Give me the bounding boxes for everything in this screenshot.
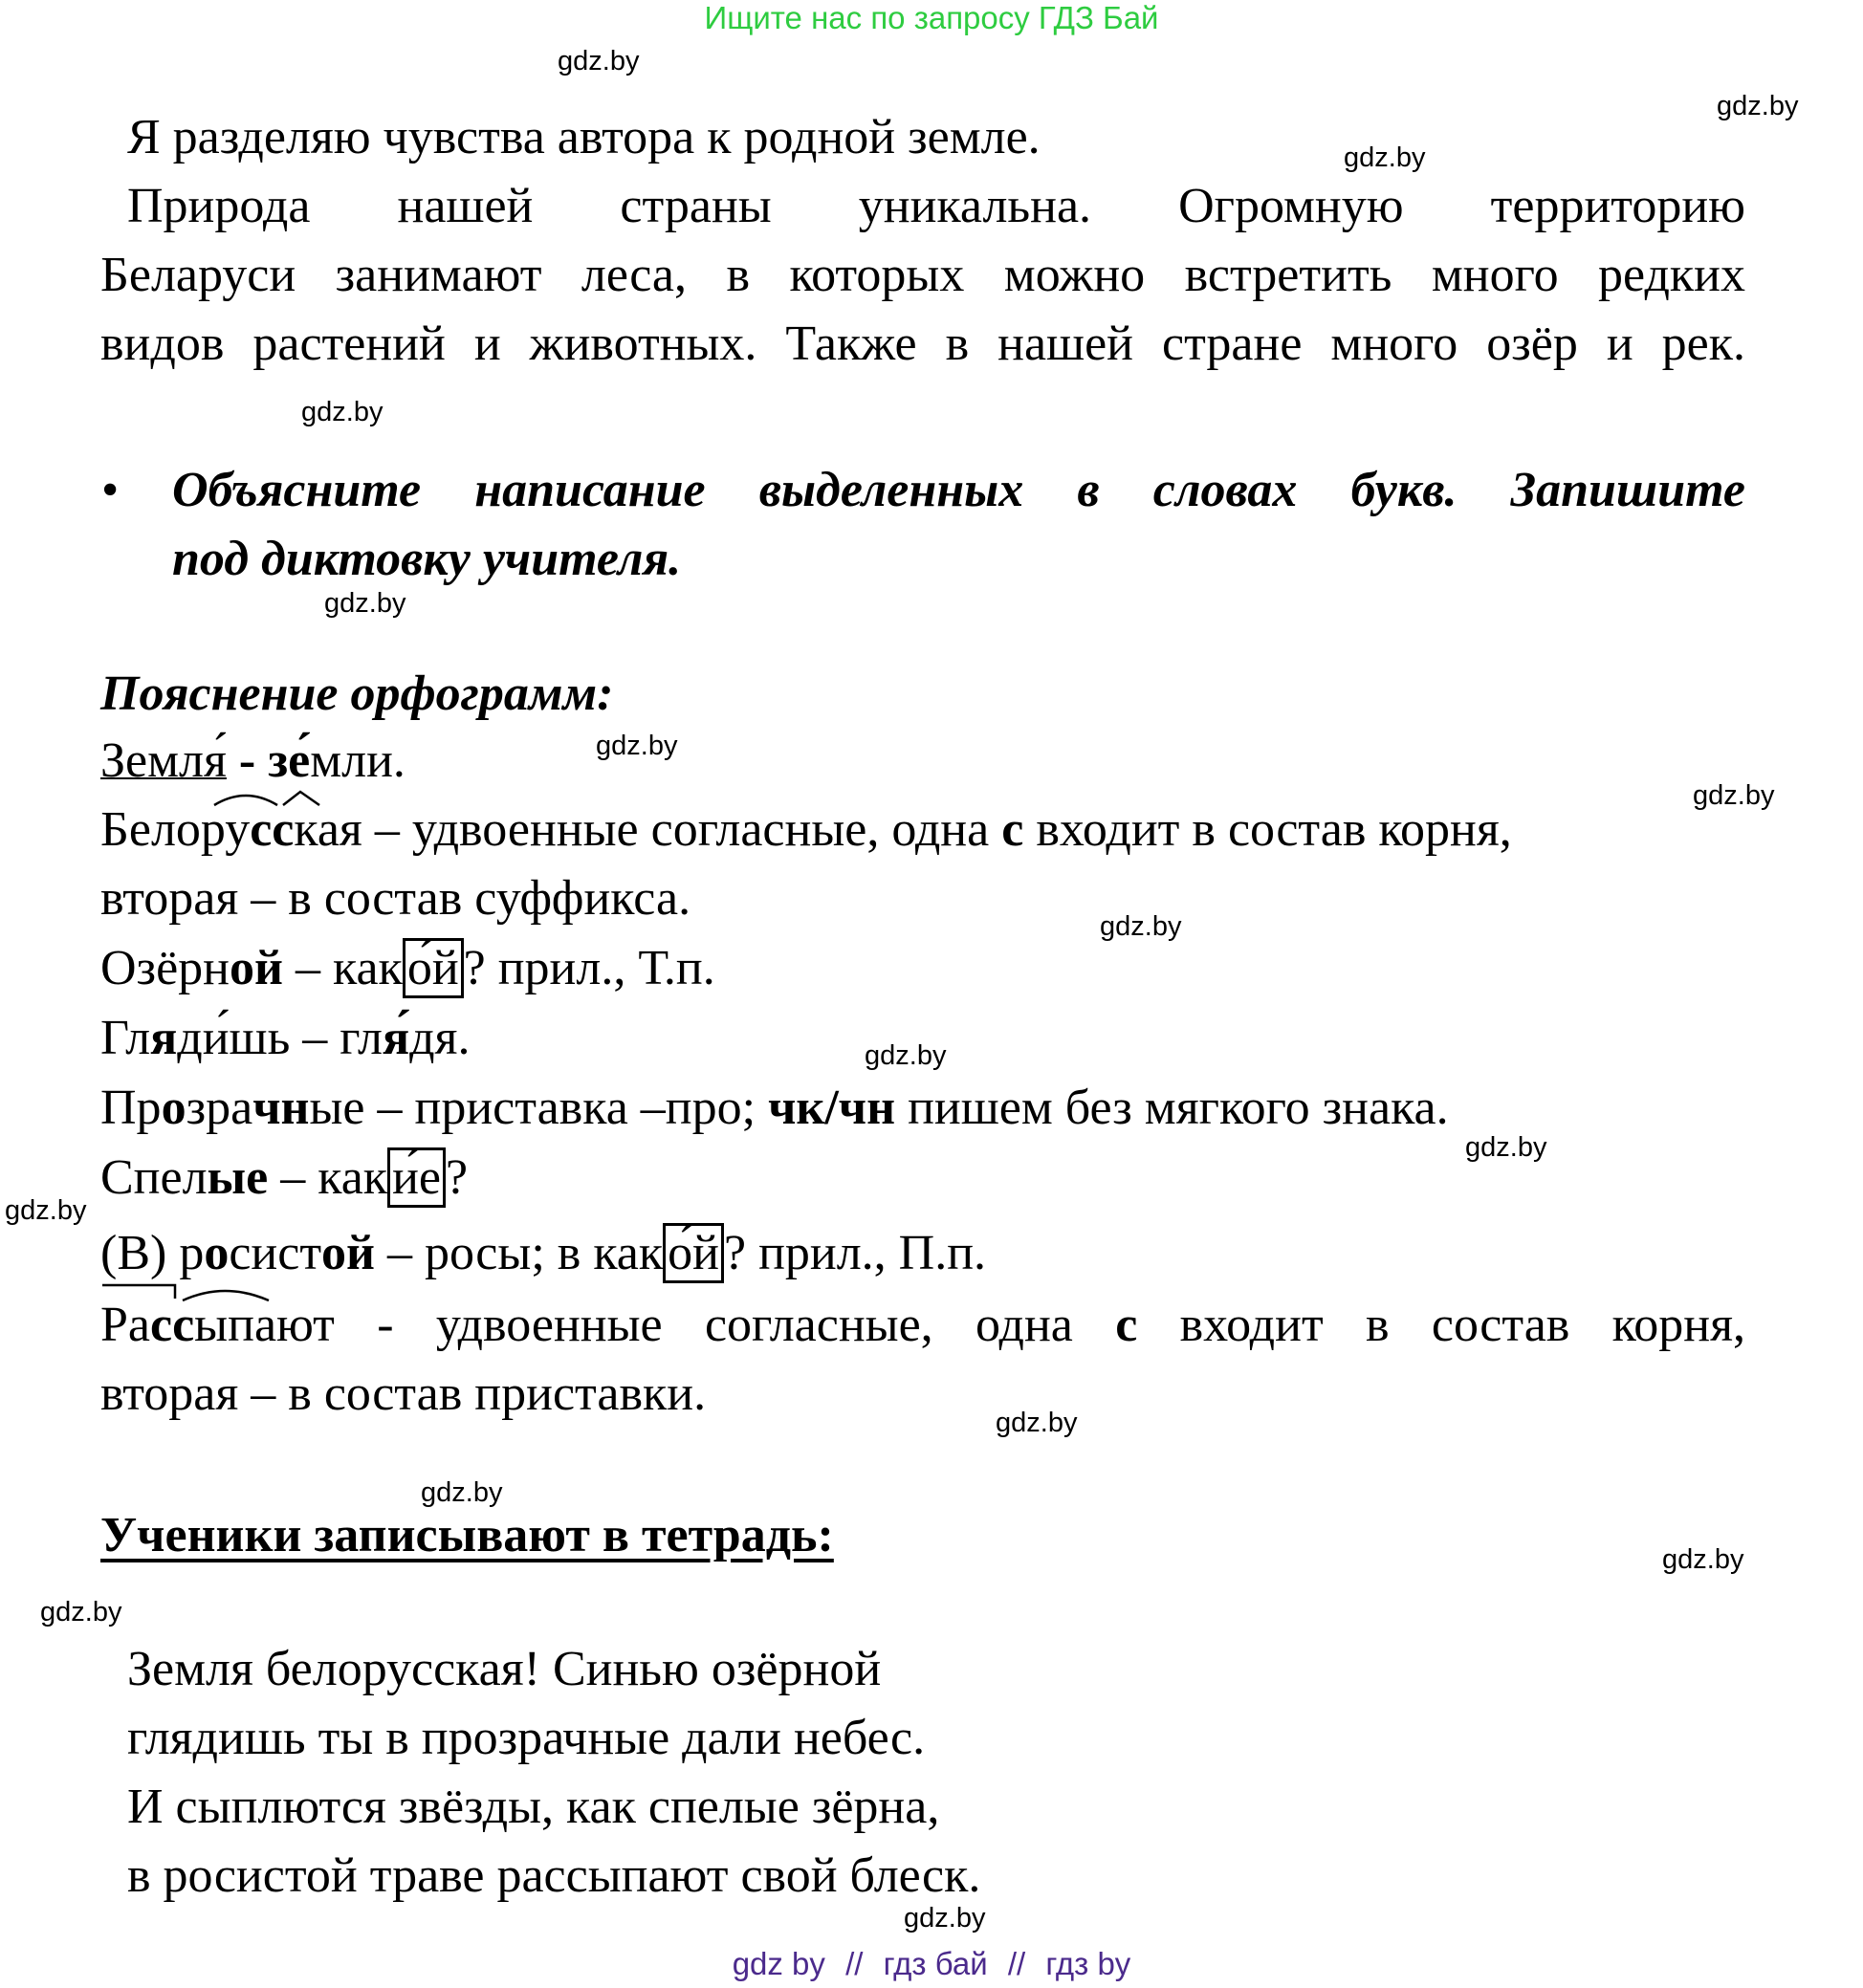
word-part: о xyxy=(204,1226,230,1280)
word-part: – росы; в как xyxy=(375,1226,664,1280)
word-part: Ра xyxy=(100,1298,150,1352)
footer xyxy=(0,1946,1863,1982)
word-part: о xyxy=(161,1081,186,1135)
word-part: – как xyxy=(282,941,403,995)
watermark: gdz.by xyxy=(1717,91,1799,121)
explanation-line xyxy=(100,1144,468,1212)
explanation-line xyxy=(100,1291,1745,1360)
word-part: ? прил., Т.п. xyxy=(463,941,715,995)
intro-paragraph-line: видов растений и животных. Также в нашей стране много озёр и рек. xyxy=(100,317,1745,371)
watermark: gdz.by xyxy=(1100,911,1182,942)
explanation-heading: Пояснение орфограмм: xyxy=(100,666,614,721)
top-banner[interactable]: Ищите нас по запросу ГДЗ Бай xyxy=(704,0,1159,35)
watermark: gdz.by xyxy=(1693,780,1775,811)
task-line: под диктовку учителя. xyxy=(172,532,682,586)
watermark: gdz.by xyxy=(324,588,406,619)
watermark: gdz.by xyxy=(1662,1544,1744,1575)
explanation-line: вторая – в состав суффикса. xyxy=(100,871,691,926)
word-part: ? xyxy=(445,1150,469,1205)
footer-link[interactable]: гдз by xyxy=(1045,1946,1131,1981)
word-part: ые xyxy=(207,1150,269,1205)
word-part: входит в состав корня, xyxy=(1023,802,1512,857)
word-part: (В) р xyxy=(100,1226,205,1280)
word-part: я́ xyxy=(382,1011,410,1065)
poem-line: в росистой траве рассыпают свой блеск. xyxy=(127,1848,981,1903)
word-part: сист xyxy=(229,1226,322,1280)
poem-line: Земля белорусская! Синью озёрной xyxy=(127,1642,882,1696)
intro-line: Я разделяю чувства автора к родной земле. xyxy=(127,110,1041,164)
ending-box: и́е xyxy=(387,1147,446,1208)
footer-link[interactable]: gdz by xyxy=(732,1946,825,1981)
word-part: мли. xyxy=(310,733,405,788)
word-part: Белору xyxy=(100,802,251,857)
word-part: сс xyxy=(150,1298,195,1352)
footer-separator: // xyxy=(1007,1946,1026,1981)
explanation-line xyxy=(100,934,715,1003)
poem-line: глядишь ты в прозрачные дали небес. xyxy=(127,1711,926,1765)
intro-paragraph-line: Беларуси занимают леса, в которых можно встретить много редких xyxy=(100,248,1745,302)
word-part: ? прил., П.п. xyxy=(723,1226,987,1280)
word-part: ые – приставка –про; xyxy=(309,1081,769,1135)
word-part: Пр xyxy=(100,1081,162,1135)
word-part: ыпают - удвоенные согласные, одна xyxy=(194,1298,1116,1352)
watermark: gdz.by xyxy=(1465,1132,1547,1163)
word-part: чн xyxy=(252,1081,310,1135)
word-part: чк/чн xyxy=(768,1081,896,1135)
watermark: gdz.by xyxy=(904,1903,986,1933)
explanation-line xyxy=(100,796,1745,864)
ending-box: о́й xyxy=(663,1223,724,1283)
explanation-line xyxy=(100,1219,986,1288)
word-part: входит в состав корня, xyxy=(1137,1298,1746,1352)
footer-link[interactable]: гдз бай xyxy=(883,1946,988,1981)
word-part: - xyxy=(226,733,269,788)
poem-line: И сыплются звёзды, как спелые зёрна, xyxy=(127,1780,940,1834)
explanation-line xyxy=(100,1074,1449,1143)
watermark: gdz.by xyxy=(996,1408,1078,1438)
word-part: ой xyxy=(230,941,283,995)
word-part: с xyxy=(1115,1298,1138,1352)
word-part: Земля́ xyxy=(100,733,227,788)
notebook-heading: Ученики записывают в тетрадь: xyxy=(100,1508,834,1562)
word-part: Гл xyxy=(100,1011,151,1065)
word-part: зра xyxy=(186,1081,253,1135)
bullet-icon: • xyxy=(101,463,120,517)
watermark: gdz.by xyxy=(301,397,384,427)
word-part: ди́шь – гл xyxy=(177,1011,383,1065)
task-line: Объясните написание выделенных в словах букв. Запишите xyxy=(172,463,1745,517)
intro-paragraph-line: Природа нашей страны уникальна. Огромную территорию xyxy=(127,179,1745,233)
watermark: gdz.by xyxy=(5,1195,87,1226)
watermark: gdz.by xyxy=(1344,142,1426,173)
word-part: сс xyxy=(250,802,295,857)
footer-separator: // xyxy=(845,1946,864,1981)
word-part: дя. xyxy=(409,1011,471,1065)
word-part: Озёрн xyxy=(100,941,230,995)
word-part: кая – удвоенные согласные, одна xyxy=(294,802,1002,857)
explanation-line xyxy=(100,1004,470,1073)
watermark: gdz.by xyxy=(558,46,640,76)
watermark: gdz.by xyxy=(421,1477,503,1508)
ending-box: о́й xyxy=(403,938,464,998)
word-part: Спел xyxy=(100,1150,208,1205)
watermark: gdz.by xyxy=(40,1597,122,1628)
watermark: gdz.by xyxy=(865,1040,947,1071)
watermark: gdz.by xyxy=(596,731,678,761)
explanation-line: вторая – в состав приставки. xyxy=(100,1366,707,1421)
word-part: пишем без мягкого знака. xyxy=(895,1081,1449,1135)
word-part: я xyxy=(150,1011,178,1065)
word-part: ой xyxy=(321,1226,376,1280)
word-part: зе́ xyxy=(268,733,311,788)
word-part: – как xyxy=(268,1150,388,1205)
word-part: с xyxy=(1001,802,1024,857)
